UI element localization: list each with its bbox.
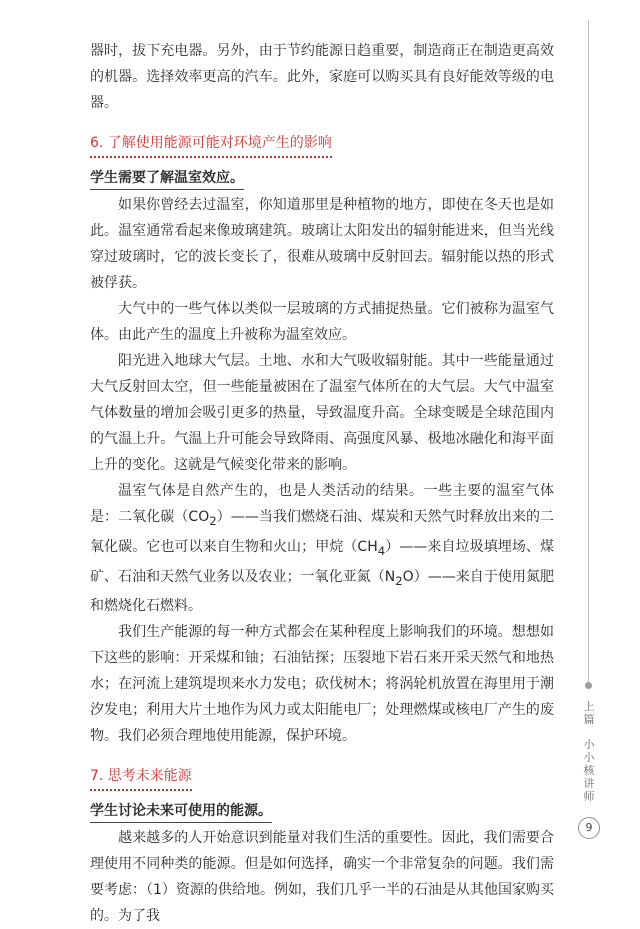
section-6-heading-wrap: [90, 132, 554, 158]
gases-text-d: O）——来自于使用氮肥和燃烧化石燃料。: [90, 568, 554, 615]
sidebar-line: [588, 20, 589, 685]
sidebar-part-label: 上篇: [583, 700, 595, 726]
n2o-subscript: 2: [395, 573, 403, 588]
section-6-sub-wrap: [90, 167, 554, 190]
paragraph-sunlight: 阳光进入地球大气层。土地、水和大气吸收辐射能。其中一些能量通过大气反射回太空，但一些能量被困在了温室气体所在的大气层。大气中温室气体数量的增加会吸引更多的热量，导致温度升高。全球变暖是全球范围内的气温上升。气温上升可能会导致降雨、高强度风暴、极地冰融化和海平面上升的变化。这就是气候变化带来的影响。: [90, 353, 554, 473]
paragraph-greenhouse-gases: 大气中的一些气体以类似一层玻璃的方式捕捉热量。它们被称为温室气体。由此产生的温度上升被称为温室效应。: [90, 301, 554, 343]
page-number: 9: [578, 817, 600, 839]
paragraph-continued: 器时，拔下充电器。另外，由于节约能源日趋重要，制造商正在制造更高效的机器。选择效率更高的汽车。此外，家庭可以购买具有良好能效等级的电器。: [90, 43, 554, 111]
section-6-title: 6. 了解使用能源可能对环境产生的影响: [90, 133, 332, 158]
section-7-sub-wrap: [90, 800, 554, 823]
section-7-subtitle: 学生讨论未来可使用的能源。: [90, 801, 272, 823]
gases-text-c: ）——来自垃圾填埋场、煤矿、石油和天然气业务以及农业；一氧化亚氮（N: [90, 538, 555, 585]
sidebar-book-title: 小小核讲师: [583, 738, 595, 803]
sidebar-dot: [585, 682, 592, 689]
paragraph-energy-impact: 我们生产能源的每一种方式都会在某种程度上影响我们的环境。想想如下这些的影响：开采煤和铀；石油钻探；压裂地下岩石来开采天然气和地热水；在河流上建筑堤坝来水力发电；砍伐树木；将涡轮机放置在海里用于潮汐发电；利用大片土地作为风力或太阳能电厂；处理燃煤或核电厂产生的废物。我们必须合理地使用能源，保护环境。: [90, 624, 554, 745]
gases-text-a: 温室气体是自然产生的，也是人类活动的结果。一些主要的温室气体是：二氧化碳（CO: [90, 483, 554, 525]
section-7-title: 7. 思考未来能源: [90, 766, 192, 791]
ch4-subscript: 4: [377, 543, 386, 558]
co2-subscript: 2: [209, 513, 217, 528]
page-body: [90, 38, 554, 929]
section-6-subtitle: 学生需要了解温室效应。: [90, 168, 244, 190]
page-sidebar: [578, 20, 600, 840]
gases-text-b: ）——当我们燃烧石油、煤炭和天然气时释放出来的二氧化碳。它也可以来自生物和火山；甲烷（CH: [90, 509, 555, 555]
section-7-heading-wrap: [90, 765, 554, 791]
paragraph-natural-gases: [90, 478, 554, 619]
paragraph-future-energy: 越来越多的人开始意识到能量对我们生活的重要性。因此，我们需要合理使用不同种类的能源。但是如何选择，确实一个非常复杂的问题。我们需要考虑：（1）资源的供给地。例如，我们几乎一半的石油是从其他国家购买的。为了我: [90, 830, 554, 925]
paragraph-greenhouse: 如果你曾经去过温室，你知道那里是种植物的地方，即使在冬天也是如此。温室通常看起来像玻璃建筑。玻璃让太阳发出的辐射能进来，但当光线穿过玻璃时，它的波长变长了，很难从玻璃中反射回去。辐射能以热的形式被俘获。: [90, 197, 554, 291]
